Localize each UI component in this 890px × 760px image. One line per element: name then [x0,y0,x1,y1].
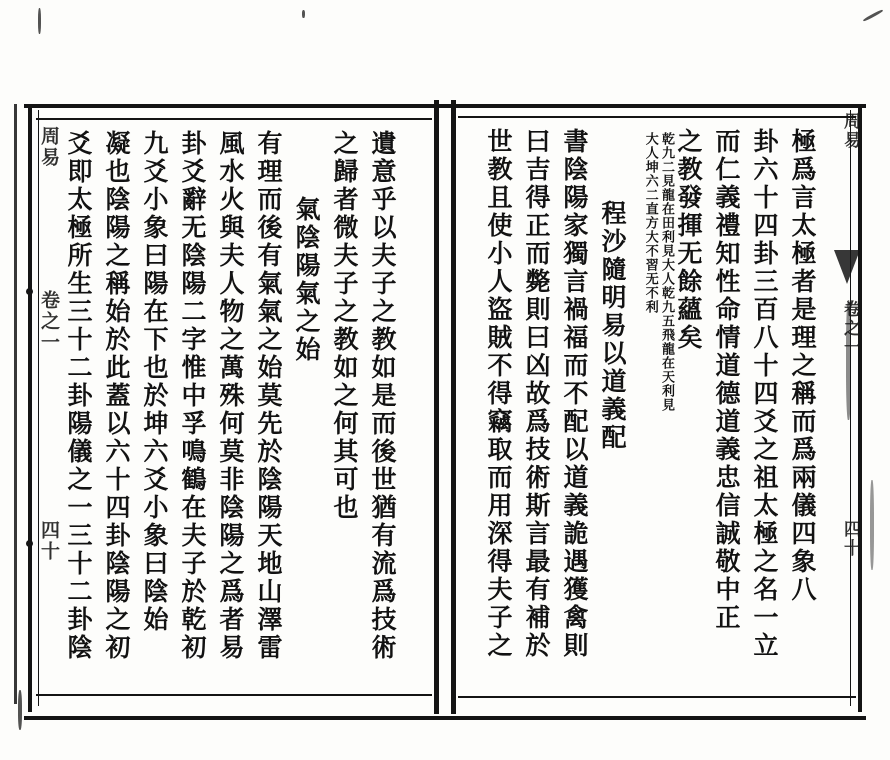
binding-thread [14,104,17,704]
text-column-r1: 極爲言太極者是理之稱而爲兩儀四象八 [788,128,817,604]
text-column-l8: 凝也陰陽之稱始於此蓋以六十四卦陰陽之初 [102,130,131,662]
scan-speck [870,480,874,570]
binding-hole [26,540,33,547]
page-border-left [28,104,32,712]
spine-volume: 卷之一 [840,300,860,357]
text-column-l9: 爻即太極所生三十二卦陽儀之一三十二卦陰 [64,130,93,662]
text-column-r8: 世教且使小人盜賊不得竊取而用深得夫子之 [484,128,513,660]
interlinear-note-line1: 乾九二見龍在田利見大人乾九五飛龍在天利見大人坤六二直方大不習无不利 [642,132,674,412]
left-spine-page-number: 四十 [38,520,60,562]
text-column-r3: 而仁義禮知性命情道德道義忠信誠敬中正 [712,128,741,632]
text-column-l6: 卦爻辭无陰陽二字惟中孚鳴鶴在夫子於乾初 [178,130,207,662]
spine-page-number: 四十 [840,520,860,558]
top-rule-right-page [458,116,856,118]
text-column-r4: 之教發揮无餘蘊矣 [674,128,703,352]
text-column-r5: 程沙隨明易以道義配 [598,200,627,452]
bottom-rule-left-page [36,694,432,696]
bottom-rule-right-page [458,696,856,698]
scan-speck [18,690,22,730]
text-column-l5: 風水火與夫人物之萬殊何莫非陰陽之爲者易 [216,130,245,662]
center-gutter-rule-left [434,100,439,714]
top-rule-left-page [36,118,432,120]
text-column-r6: 書陰陽家獨言禍福而不配以道義詭遇獲禽則 [560,128,589,660]
text-column-r2: 卦六十四卦三百八十四爻之祖太極之名一立 [750,128,779,660]
binding-hole [26,288,33,295]
text-column-r7: 曰吉得正而斃則曰凶故爲技術斯言最有補於 [522,128,551,660]
center-gutter-rule-right [451,100,456,714]
text-column-l2: 之歸者微夫子之教如之何其可也 [330,130,359,522]
spine-title: 周易 [840,112,860,150]
text-column-l4: 有理而後有氣氣之始莫先於陰陽天地山澤雷 [254,130,283,662]
left-spine-title: 周易 [38,126,60,168]
text-column-l1: 遺意乎以夫子之教如是而後世猶有流爲技術 [368,130,397,662]
text-column-l7: 九爻小象曰陽在下也於坤六爻小象曰陰始 [140,130,169,634]
text-column-l3-heading: 氣陰陽氣之始 [292,196,321,364]
left-spine-volume: 卷之一 [38,290,60,353]
